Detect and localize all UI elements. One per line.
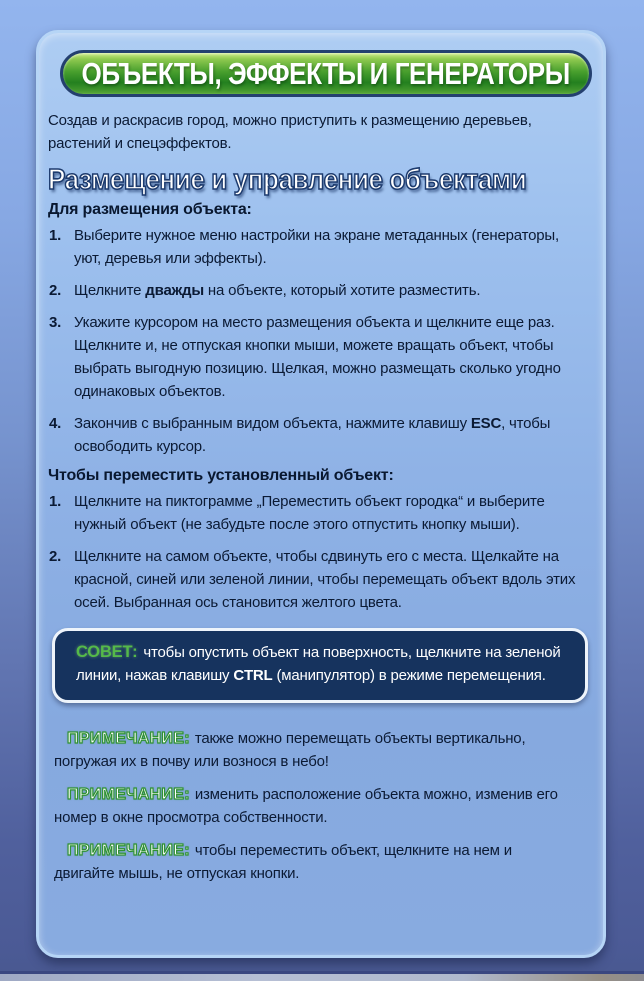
step-item	[48, 224, 576, 270]
step-number: 3.	[49, 314, 62, 331]
note-item	[54, 839, 576, 885]
note-text: чтобы переместить объект, щелкните на нем и двигайте мышь, не отпуская кнопки.	[54, 842, 512, 882]
note-label: ПРИМЕЧАНИЕ:	[67, 786, 190, 803]
chapter-title-banner	[60, 50, 592, 97]
step-number: 1.	[49, 227, 62, 244]
step-text: Укажите курсором на место размещения объекта и щелкните еще раз. Щелкните и, не отпуская кнопки мыши, можете вращать объект, чтобы выбрать выгодную позицию. Щелкая, можно размещать сколько угодно одинаковых объектов.	[74, 314, 561, 400]
section-heading: Размещение и управление объектами	[48, 164, 527, 196]
note-label: ПРИМЕЧАНИЕ:	[67, 842, 190, 859]
tip-text-after: (манипулятор) в режиме перемещения.	[272, 667, 546, 684]
next-page-edge	[0, 974, 644, 981]
step-item	[48, 490, 576, 536]
intro-paragraph: Создав и раскрасив город, можно приступить к размещению деревьев, растений и спецэффектов.	[48, 112, 532, 152]
step-item	[48, 279, 576, 302]
step-number: 1.	[49, 493, 62, 510]
placement-list-header: Для размещения объекта:	[48, 201, 252, 218]
tip-box	[52, 628, 588, 703]
notes-section	[54, 727, 576, 885]
tip-text-before: чтобы опустить объект на поверхность, щелкните на зеленой линии, нажав клавишу	[76, 644, 561, 684]
step-text: Щелкните на самом объекте, чтобы сдвинуть его с места. Щелкайте на красной, синей или зеленой линии, чтобы перемещать объект вдоль этих осей. Выбранная ось становится желтого цвета.	[74, 548, 576, 611]
step-bold-key: дважды	[145, 282, 204, 299]
note-text: также можно перемещать объекты вертикально, погружая их в почву или вознося в небо!	[54, 730, 526, 770]
step-item	[48, 412, 576, 458]
tip-label: СОВЕТ:	[76, 643, 138, 661]
step-text: Выберите нужное меню настройки на экране метаданных (генераторы, уют, деревья или эффекты).	[74, 227, 559, 267]
note-item	[54, 727, 576, 773]
step-number: 2.	[49, 548, 62, 565]
note-text: изменить расположение объекта можно, изменив его номер в окне просмотра собственности.	[54, 786, 558, 826]
step-text: Щелкните на пиктограмме „Переместить объект городка“ и выберите нужный объект (не забудьте после этого отпустить кнопку мыши).	[74, 493, 545, 533]
tip-bold-key: CTRL	[233, 667, 273, 684]
manual-page-card	[36, 30, 606, 958]
step-number: 2.	[49, 282, 62, 299]
chapter-title: ОБЪЕКТЫ, ЭФФЕКТЫ И ГЕНЕРАТОРЫ	[81, 55, 571, 91]
step-item	[48, 311, 576, 403]
step-item	[48, 545, 576, 614]
move-list-header: Чтобы переместить установленный объект:	[48, 467, 394, 484]
note-label: ПРИМЕЧАНИЕ:	[67, 730, 190, 747]
placement-steps-list	[48, 224, 576, 458]
move-steps-list	[48, 490, 576, 614]
step-bold-key: ESC	[470, 415, 502, 432]
step-text: Щелкните дважды на объекте, который хотите разместить.	[74, 282, 481, 299]
step-text: Закончив с выбранным видом объекта, нажмите клавишу ESC, чтобы освободить курсор.	[74, 415, 551, 455]
note-item	[54, 783, 576, 829]
step-number: 4.	[49, 415, 62, 432]
